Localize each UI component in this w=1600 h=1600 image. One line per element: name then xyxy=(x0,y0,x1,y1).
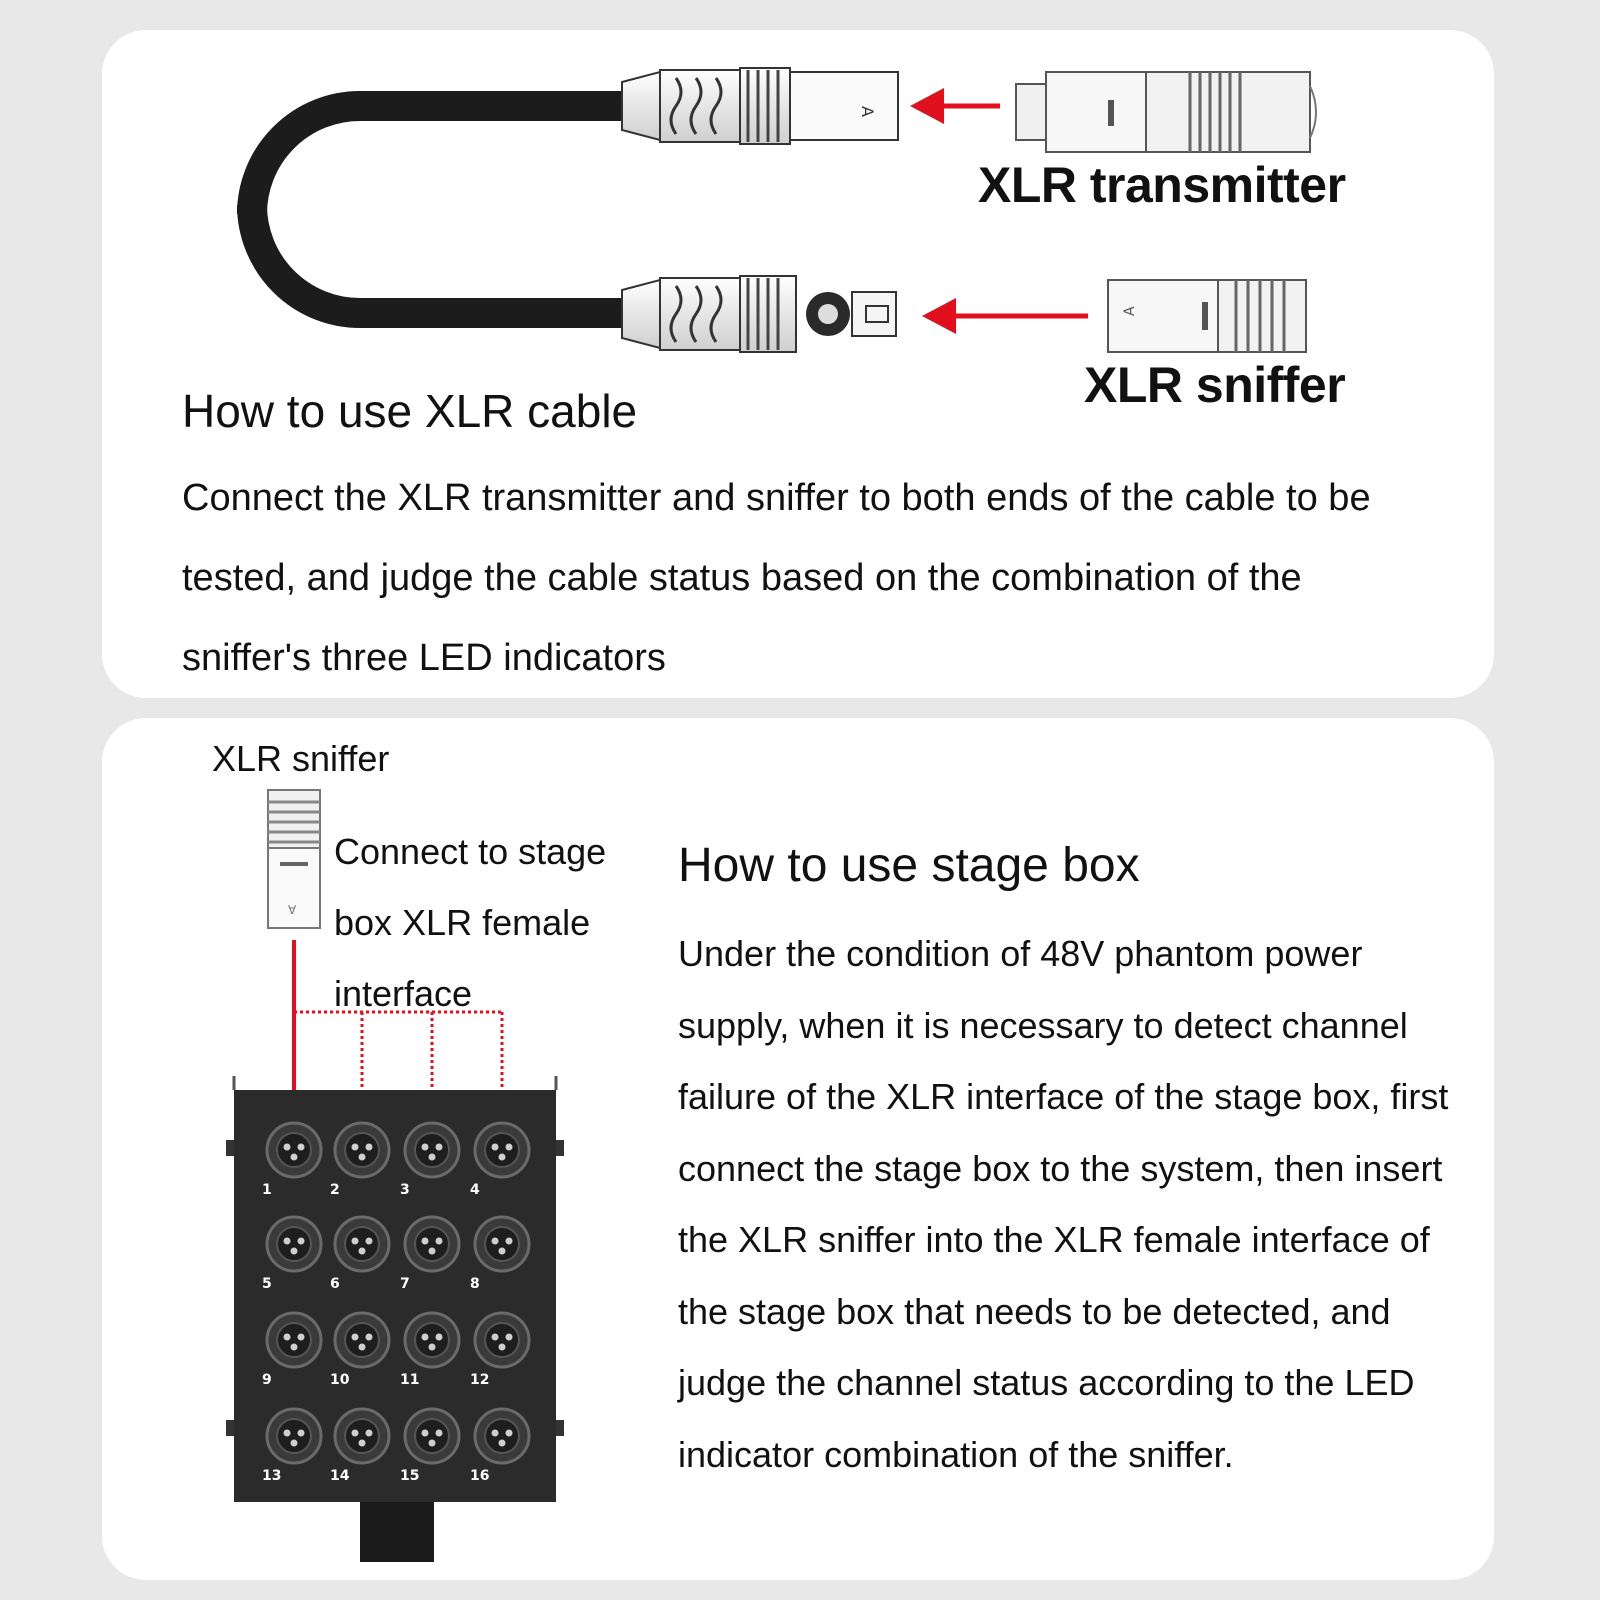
stage-paragraph-line: the stage box that needs to be detected, and xyxy=(678,1290,1391,1332)
connect-line: interface xyxy=(334,973,473,1014)
xlr-sniffer-device xyxy=(1108,280,1306,352)
port-number: 8 xyxy=(470,1276,480,1292)
svg-text:∀: ∀ xyxy=(288,903,297,917)
port-number: 3 xyxy=(400,1182,410,1198)
stage-paragraph-line: the XLR sniffer into the XLR female interface of xyxy=(678,1219,1430,1260)
arrow-sniffer xyxy=(922,298,1088,334)
cable-paragraph-line: Connect the XLR transmitter and sniffer to both ends of the cable to be xyxy=(182,477,1371,519)
port-number: 7 xyxy=(400,1276,410,1292)
port-number: 9 xyxy=(262,1372,272,1388)
stage-box xyxy=(226,1076,564,1562)
stage-paragraph-line: failure of the XLR interface of the stage box, first xyxy=(678,1076,1449,1117)
cable-paragraph-line: tested, and judge the cable status based on the combination of the xyxy=(182,557,1302,599)
port-number: 4 xyxy=(470,1182,480,1198)
stage-paragraph-line: indicator combination of the sniffer. xyxy=(678,1433,1234,1475)
connect-instructions xyxy=(334,816,606,1029)
stage-heading: How to use stage box xyxy=(678,839,1140,892)
connect-line: Connect to stage xyxy=(334,831,607,872)
cable-heading: How to use XLR cable xyxy=(182,385,638,437)
port-number: 15 xyxy=(400,1468,420,1484)
port-number: 5 xyxy=(262,1276,272,1292)
port-number: 2 xyxy=(330,1182,340,1198)
port-number: 12 xyxy=(470,1372,490,1388)
stage-paragraph-line: judge the channel status according to the LED xyxy=(678,1362,1415,1403)
sniffer-label: XLR sniffer xyxy=(1084,357,1346,413)
arrow-transmitter xyxy=(910,88,1000,124)
stage-paragraph-line: Under the condition of 48V phantom power xyxy=(678,933,1363,974)
connect-line: box XLR female xyxy=(334,902,591,943)
cable-connector-top xyxy=(622,68,898,144)
port-number: 10 xyxy=(330,1372,350,1388)
cable-paragraph xyxy=(182,458,1482,698)
port-number: 1 xyxy=(262,1182,272,1198)
stage-paragraph xyxy=(678,918,1478,1490)
xlr-cable xyxy=(252,106,622,313)
svg-text:A: A xyxy=(1122,306,1138,316)
svg-text:A: A xyxy=(858,106,877,117)
stage-paragraph-line: supply, when it is necessary to detect channel xyxy=(678,1004,1408,1046)
xlr-sniffer-vertical xyxy=(268,790,320,928)
port-number: 14 xyxy=(330,1468,350,1484)
port-number: 6 xyxy=(330,1276,340,1292)
xlr-transmitter-device xyxy=(1016,72,1316,152)
port-number: 11 xyxy=(400,1372,420,1388)
cable-paragraph-line: sniffer's three LED indicators xyxy=(182,637,666,679)
transmitter-label: XLR transmitter xyxy=(978,157,1346,213)
port-number: 16 xyxy=(470,1468,490,1484)
stage-sniffer-label: XLR sniffer xyxy=(212,738,390,779)
cable-connector-bottom xyxy=(622,276,896,352)
port-number: 13 xyxy=(262,1468,282,1484)
stage-paragraph-line: connect the stage box to the system, then insert xyxy=(678,1147,1443,1189)
